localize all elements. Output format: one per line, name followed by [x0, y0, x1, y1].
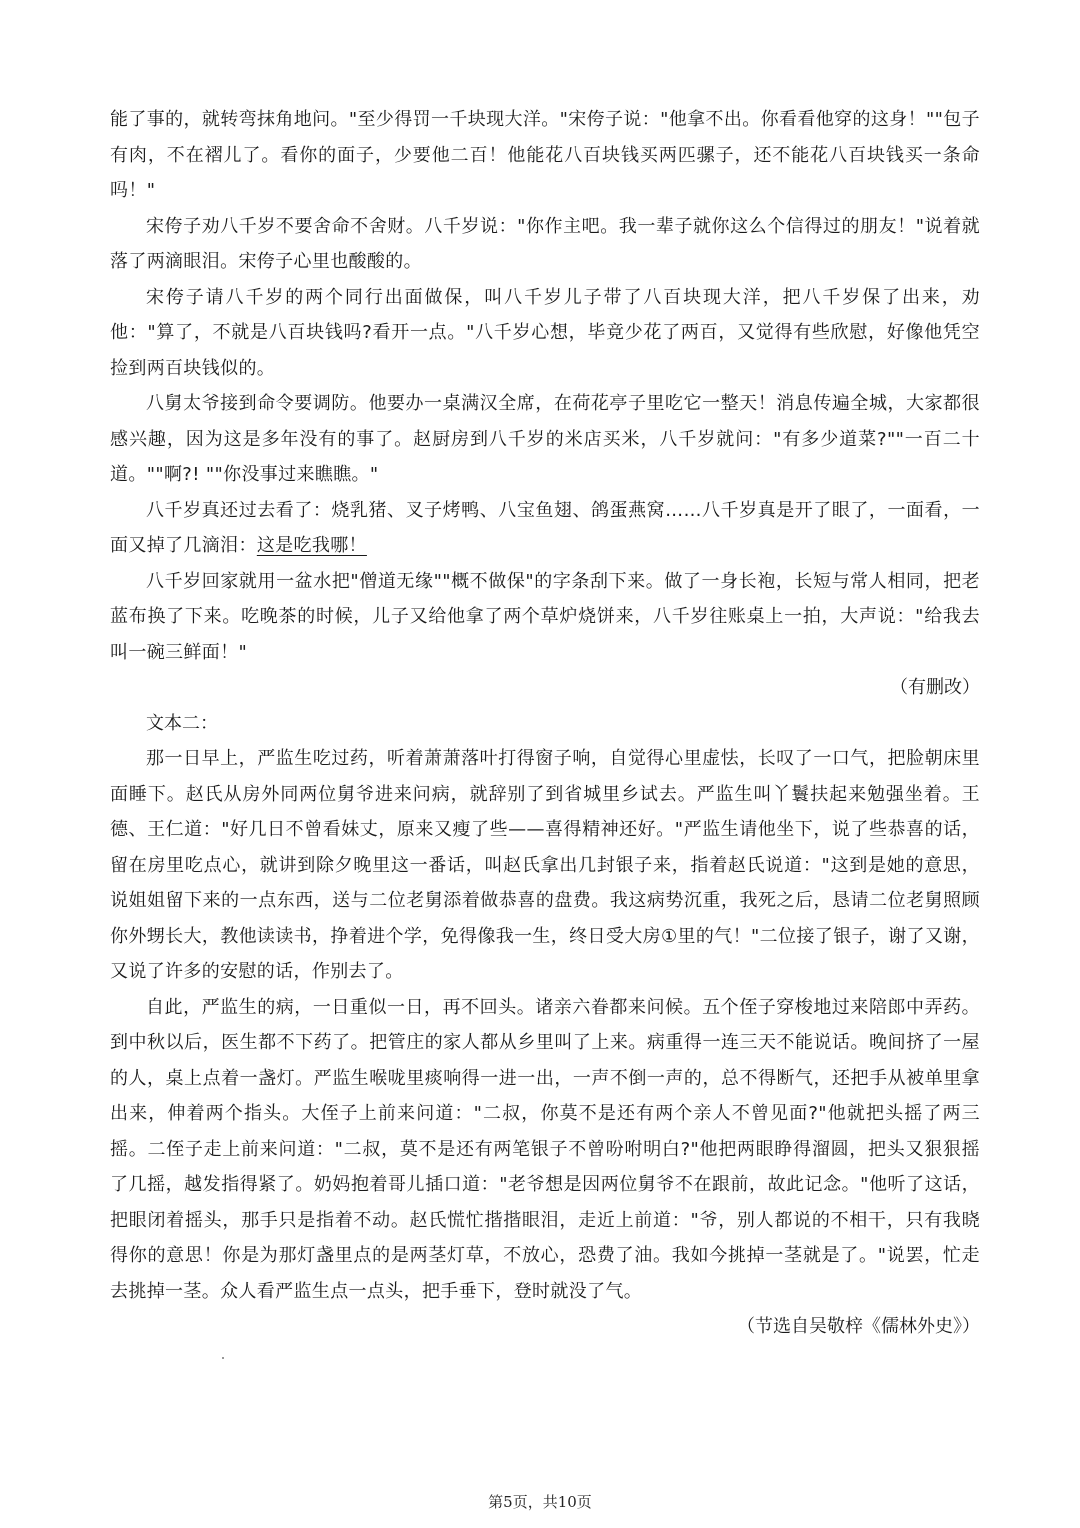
text1-paragraph-0: 能了事的，就转弯抹角地问。"至少得罚一千块现大洋。"宋侉子说："他拿不出。你看看他穿的这身！""包子有肉，不在褶儿了。看你的面子，少要他二百！他能花八百块钱买两匹骡子，还不能花八百块钱买一条命吗！"	[110, 109, 980, 201]
text1-paragraph-4-text: 八千岁真还过去看了：烧乳猪、叉子烤鸭、八宝鱼翅、鸽蛋燕窝……八千岁真是开了眼了，一面看，一面又掉了几滴泪：	[110, 499, 980, 556]
document-body	[110, 102, 980, 1345]
text1-paragraph-4	[110, 493, 980, 564]
source-citation: （节选自吴敬梓《儒林外史》）	[737, 1316, 980, 1337]
text1-paragraph-2: 宋侉子请八千岁的两个同行出面做保，叫八千岁儿子带了八百块现大洋，把八千岁保了出来，劝他："算了，不就是八百块钱吗?看开一点。"八千岁心想，毕竟少花了两百，又觉得有些欣慰，好像他凭空捡到两百块钱似的。	[110, 286, 980, 379]
text2-paragraph-2: 自此，严监生的病，一日重似一日，再不回头。诸亲六眷都来问候。五个侄子穿梭地过来陪郎中弄药。到中秋以后，医生都不下药了。把管庄的家人都从乡里叫了上来。病重得一连三天不能说话。晚间挤了一屋的人，桌上点着一盏灯。严监生喉咙里痰响得一进一出，一声不倒一声的，总不得断气，还把手从被单里拿出来，伸着两个指头。大侄子上前来问道："二叔，你莫不是还有两个亲人不曾见面?"他就把头摇了两三摇。二侄子走上前来问道："二叔，莫不是还有两笔银子不曾吩咐明白?"他把两眼睁得溜圆，把头又狠狠摇了几摇，越发指得紧了。奶妈抱着哥儿插口道："老爷想是因两位舅爷不在跟前，故此记念。"他听了这话，把眼闭着摇头，那手只是指着不动。赵氏慌忙揩揩眼泪，走近上前道："爷，别人都说的不相干，只有我晓得你的意思！你是为那灯盏里点的是两茎灯草，不放心，恐费了油。我如今挑掉一茎就是了。"说罢，忙走去挑掉一茎。众人看严监生点一点头，把手垂下，登时就没了气。	[110, 996, 980, 1302]
page-number: 第5页，共10页	[488, 1493, 592, 1511]
text1-paragraph-3: 八舅太爷接到命令要调防。他要办一桌满汉全席，在荷花亭子里吃它一整天！消息传遍全城，大家都很感兴趣，因为这是多年没有的事了。赵厨房到八千岁的米店买米，八千岁就问："有多少道菜?""一百二十道。""啊?! ""你没事过来瞧瞧。"	[110, 393, 980, 485]
stray-mark	[222, 1357, 224, 1359]
text1-paragraph-5: 八千岁回家就用一盆水把"僧道无缘""概不做保"的字条刮下来。做了一身长袍，长短与常人相同，把老蓝布换了下来。吃晚茶的时候，儿子又给他拿了两个草炉烧饼来，八千岁往账桌上一拍，大声说："给我去叫一碗三鲜面！"	[110, 570, 980, 663]
text2-paragraph-1: 那一日早上，严监生吃过药，听着萧萧落叶打得窗子响，自觉得心里虚怯，长叹了一口气，把脸朝床里面睡下。赵氏从房外同两位舅爷进来问病，就辞别了到省城里乡试去。严监生叫丫鬟扶起来勉强坐着。王德、王仁道："好几日不曾看妹丈，原来又瘦了些——喜得精神还好。"严监生请他坐下，说了些恭喜的话，留在房里吃点心，就讲到除夕晚里这一番话，叫赵氏拿出几封银子来，指着赵氏说道："这到是她的意思，说姐姐留下来的一点东西，送与二位老舅添着做恭喜的盘费。我这病势沉重，我死之后，恳请二位老舅照顾你外甥长大，教他读读书，挣着进个学，免得像我一生，终日受大房①里的气！"二位接了银子，谢了又谢，又说了许多的安慰的话，作别去了。	[110, 748, 980, 982]
underlined-sentence: 这是吃我哪！	[256, 535, 367, 556]
text2-heading: 文本二：	[146, 712, 218, 734]
edit-note: （有删改）	[890, 677, 980, 698]
text1-paragraph-1: 宋侉子劝八千岁不要舍命不舍财。八千岁说："你作主吧。我一辈子就你这么个信得过的朋友！"说着就落了两滴眼泪。宋侉子心里也酸酸的。	[110, 215, 980, 272]
